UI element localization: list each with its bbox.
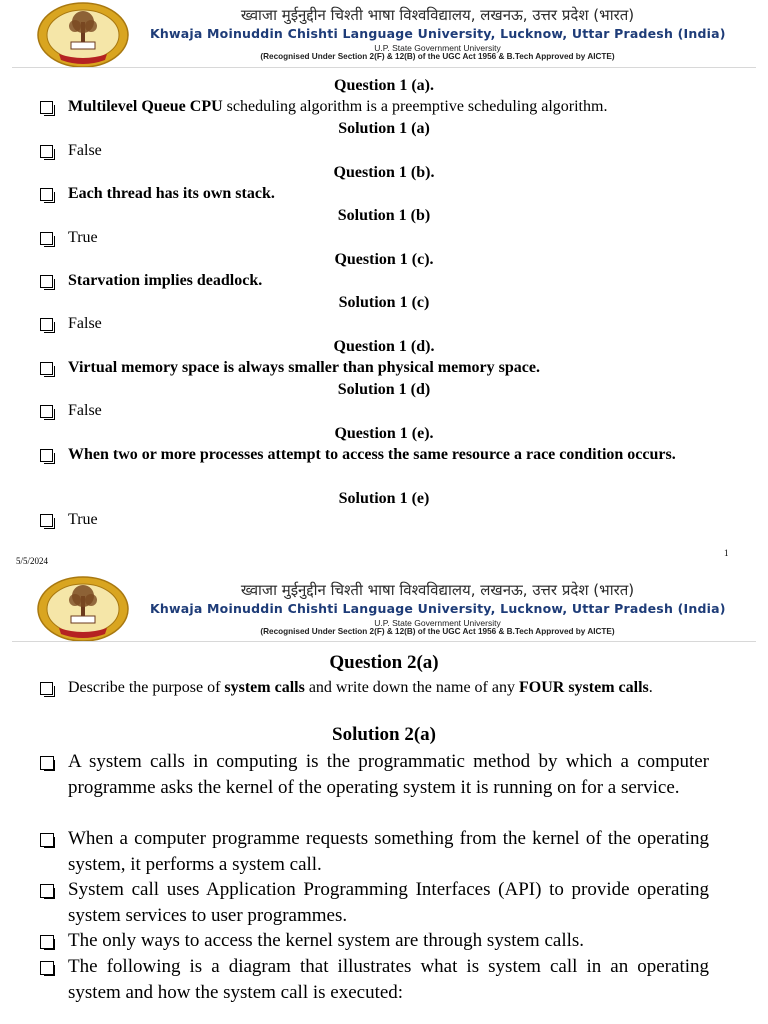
checkbox-bullet-icon bbox=[40, 275, 53, 288]
solution-title: Solution 1 (e) bbox=[338, 490, 430, 507]
checkbox-bullet-icon bbox=[40, 449, 53, 462]
checkbox-bullet-icon bbox=[40, 405, 53, 418]
solution-point: System call uses Application Programming Interfaces (API) to provide operating system services to user programmes. bbox=[40, 877, 709, 928]
answer: False bbox=[40, 140, 709, 162]
question-title: Question 1 (c). bbox=[334, 251, 434, 268]
university-header bbox=[0, 0, 768, 68]
answer: False bbox=[40, 313, 709, 335]
university-status: U.P. State Government University bbox=[374, 43, 501, 53]
question-statement: Starvation implies deadlock. bbox=[40, 270, 709, 292]
checkbox-bullet-icon bbox=[40, 935, 54, 949]
answer: True bbox=[40, 509, 709, 531]
question-statement: Describe the purpose of system calls and write down the name of any FOUR system calls. bbox=[40, 677, 709, 699]
university-status: U.P. State Government University bbox=[374, 618, 501, 628]
solution-title: Solution 1 (a) bbox=[338, 120, 430, 137]
checkbox-bullet-icon bbox=[40, 101, 53, 114]
question-statement: Each thread has its own stack. bbox=[40, 183, 709, 205]
university-name-english: Khwaja Moinuddin Chishti Language University, Lucknow, Uttar Pradesh (India) bbox=[150, 26, 726, 41]
solution-title: Solution 1 (d) bbox=[337, 381, 431, 398]
answer: False bbox=[40, 400, 709, 422]
answer: True bbox=[40, 227, 709, 249]
solution-title: Solution 1 (c) bbox=[338, 294, 430, 311]
university-recognition: (Recognised Under Section 2(F) & 12(B) of the UGC Act 1956 & B.Tech Approved by AICTE) bbox=[260, 52, 615, 61]
header-divider bbox=[12, 641, 756, 642]
solution-point: The only ways to access the kernel system are through system calls. bbox=[40, 928, 709, 954]
checkbox-bullet-icon bbox=[40, 514, 53, 527]
question-title: Question 1 (e). bbox=[334, 425, 434, 442]
university-name-hindi: ख्वाजा मुईनुद्दीन चिश्ती भाषा विश्वविद्यालय, लखनऊ, उत्तर प्रदेश (भारत) bbox=[240, 581, 635, 599]
checkbox-bullet-icon bbox=[40, 682, 53, 695]
slide-date: 5/5/2024 bbox=[16, 556, 49, 566]
university-name-english: Khwaja Moinuddin Chishti Language University, Lucknow, Uttar Pradesh (India) bbox=[150, 601, 726, 616]
question-statement: Multilevel Queue CPU scheduling algorithm is a preemptive scheduling algorithm. bbox=[40, 96, 709, 118]
checkbox-bullet-icon bbox=[40, 232, 53, 245]
solution-point: When a computer programme requests something from the kernel of the operating system, it performs a system call. bbox=[40, 826, 709, 877]
university-emblem-icon bbox=[37, 576, 129, 642]
checkbox-bullet-icon bbox=[40, 961, 54, 975]
question-title: Question 1 (a). bbox=[334, 77, 434, 94]
checkbox-bullet-icon bbox=[40, 362, 53, 375]
university-emblem-icon bbox=[37, 2, 129, 68]
question-title: Question 1 (d). bbox=[333, 338, 435, 355]
solution-title: Solution 1 (b) bbox=[337, 207, 431, 224]
university-name-hindi: ख्वाजा मुईनुद्दीन चिश्ती भाषा विश्वविद्यालय, लखनऊ, उत्तर प्रदेश (भारत) bbox=[240, 6, 635, 24]
checkbox-bullet-icon bbox=[40, 833, 54, 847]
question-title: Question 1 (b). bbox=[333, 164, 435, 181]
university-header bbox=[0, 574, 768, 642]
page-number: 1 bbox=[724, 548, 729, 558]
checkbox-bullet-icon bbox=[40, 756, 54, 770]
university-recognition: (Recognised Under Section 2(F) & 12(B) of the UGC Act 1956 & B.Tech Approved by AICTE) bbox=[260, 627, 615, 636]
solution-point: The following is a diagram that illustrates what is system call in an operating system and how the system call is executed: bbox=[40, 954, 709, 1005]
checkbox-bullet-icon bbox=[40, 188, 53, 201]
checkbox-bullet-icon bbox=[40, 145, 53, 158]
solution-title: Solution 2(a) bbox=[332, 724, 436, 745]
header-divider bbox=[12, 67, 756, 68]
question-statement: When two or more processes attempt to access the same resource a race condition occurs. bbox=[40, 444, 709, 466]
checkbox-bullet-icon bbox=[40, 318, 53, 331]
solution-point: A system calls in computing is the programmatic method by which a computer programme asks the kernel of the operating system it is running on for a service. bbox=[40, 749, 709, 800]
question-statement: Virtual memory space is always smaller than physical memory space. bbox=[40, 357, 709, 379]
checkbox-bullet-icon bbox=[40, 884, 54, 898]
question-title: Question 2(a) bbox=[329, 652, 439, 673]
